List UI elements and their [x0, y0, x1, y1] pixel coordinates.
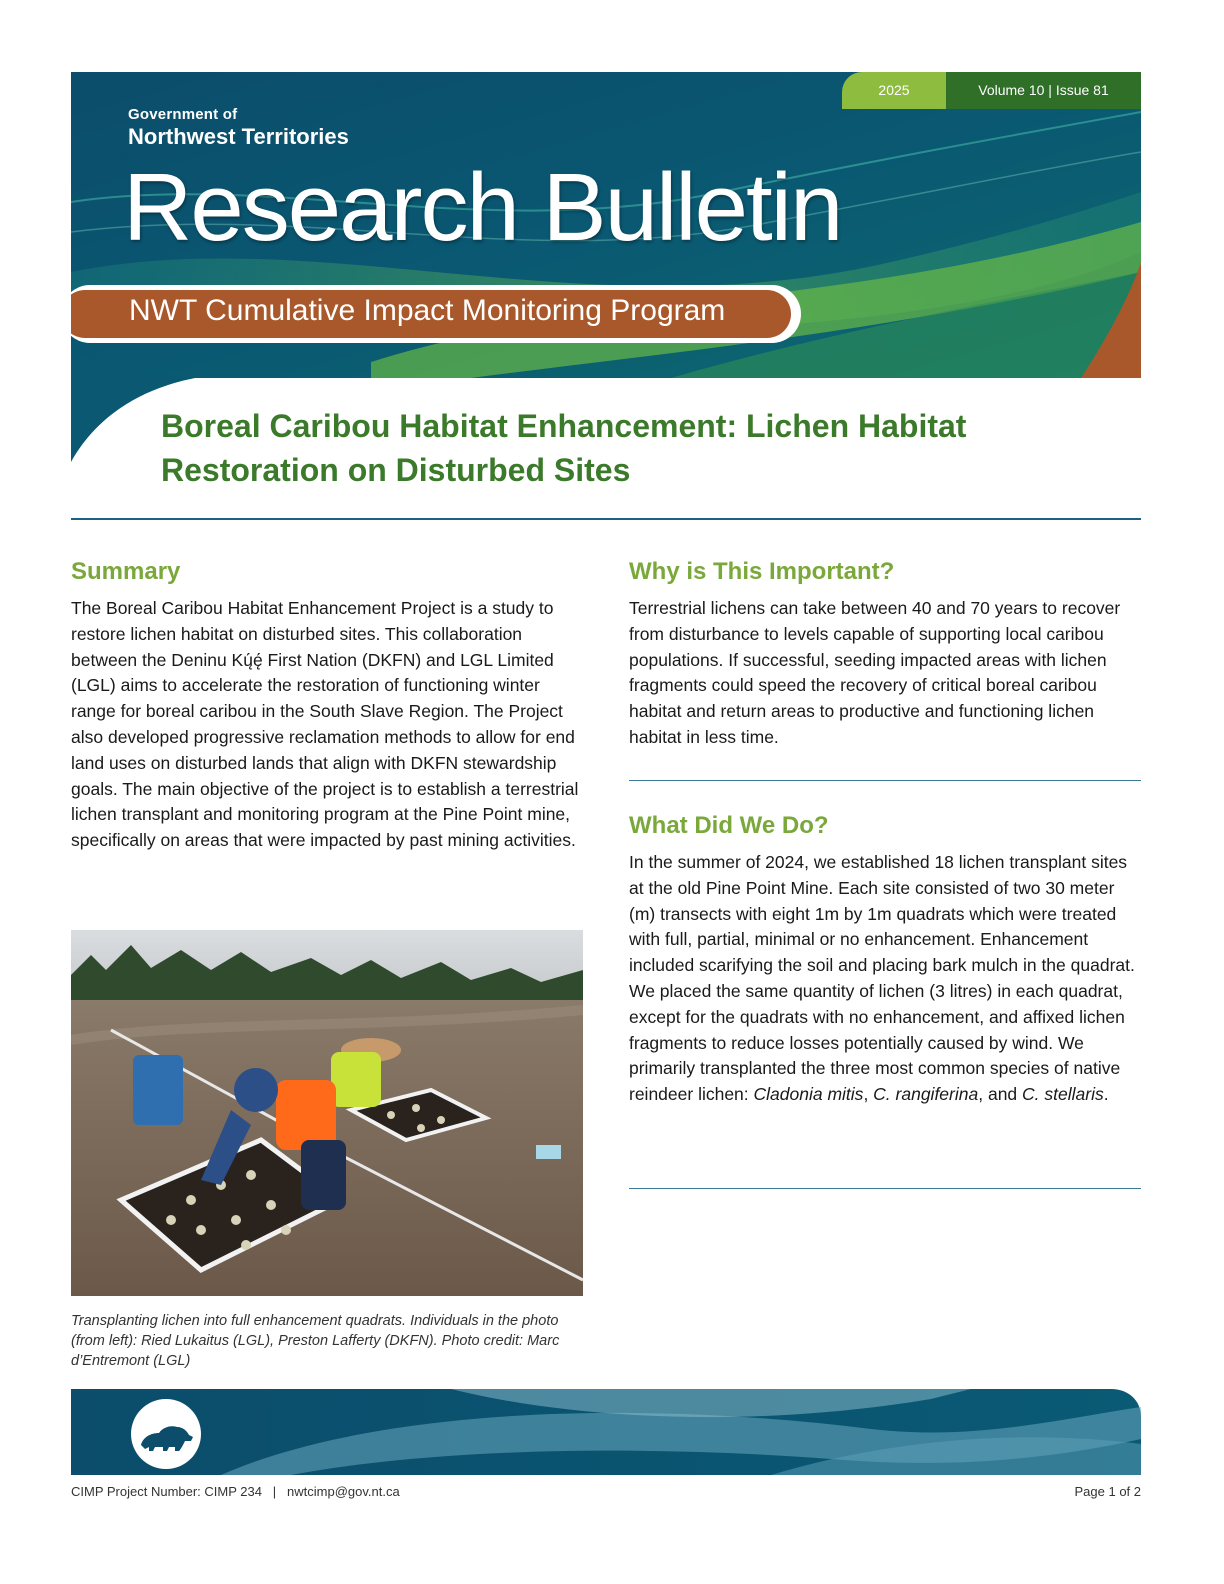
species-separator: ,	[863, 1084, 874, 1105]
project-info: CIMP Project Number: CIMP 234 | nwtcimp@gov.nt.ca	[71, 1484, 400, 1499]
lichen-transplant-photo	[71, 930, 583, 1296]
polar-bear-logo	[129, 1397, 203, 1471]
title-divider	[71, 518, 1141, 520]
species-cladonia-mitis: Cladonia mitis	[753, 1084, 864, 1105]
what-we-did-body: In the summer of 2024, we established 18 lichen transplant sites at the old Pine Point Mine. Each site consisted of two 30 meter (m) transects with eight 1m by 1m quadrats which were treated with full, partial, minimal or no enhancement. Enhancement included scarifying the soil and placing bark mulch in the quadrat. We placed the same quantity of lichen (3 litres) in each quadrat, except for the quadrats with no enhancement, and affixed lichen fragments to reduce losses potentially caused by wind. We primarily transplanted the three most common species of native reindeer lichen:	[629, 852, 1135, 1105]
year-tag: 2025	[842, 72, 946, 109]
article-title	[161, 404, 1061, 492]
species-stellaris: C. stellaris	[1022, 1084, 1104, 1105]
summary-text: The Boreal Caribou Habitat Enhancement Project is a study to restore lichen habitat on disturbed sites. This collaboration between the Deninu Kų́ę́ First Nation (DKFN) and LGL Limited (LGL) aims to accelerate the restoration of functioning winter range for boreal caribou in the South Slave Region. The Project also developed progressive reclamation methods to allow for end land uses on disturbed lands that align with DKFN stewardship goals. The main objective of the project is to establish a terrestrial lichen transplant and monitoring program at the Pine Point mine, specifically on areas that were impacted by past mining activities.	[71, 598, 579, 851]
government-name: Northwest Territories	[128, 124, 349, 149]
what-we-did-text	[629, 850, 1141, 1108]
summary-heading: Summary	[71, 558, 181, 585]
government-label: Government of	[128, 106, 238, 123]
program-subtitle: NWT Cumulative Impact Monitoring Program	[129, 294, 726, 327]
volume-issue-tag: Volume 10 | Issue 81	[946, 72, 1141, 109]
bulletin-title: Research Bulletin	[123, 154, 842, 261]
header-banner	[71, 72, 1141, 378]
species-separator: , and	[978, 1084, 1023, 1105]
why-important-text: Terrestrial lichens can take between 40 and 70 years to recover from disturbance to levels capable of supporting local caribou populations. If successful, seeding impacted areas with lichen fragments could speed the recovery of critical boreal caribou habitat and return areas to productive and functioning lichen habitat in less time.	[629, 598, 1121, 747]
why-important-heading: Why is This Important?	[629, 558, 895, 585]
footer-band	[71, 1389, 1141, 1475]
article-title-line1: Boreal Caribou Habitat Enhancement: Lichen Habitat	[161, 408, 967, 444]
sentence-end: .	[1103, 1084, 1109, 1105]
page-number: Page 1 of 2	[1074, 1484, 1141, 1499]
section-divider-2	[629, 1188, 1141, 1189]
section-divider-1	[629, 780, 1141, 781]
species-rangiferina: C. rangiferina	[873, 1084, 979, 1105]
photo-caption: Transplanting lichen into full enhancement quadrats. Individuals in the photo (from left): Ried Lukaitus (LGL), Preston Lafferty (DKFN). Photo credit: Marc d’Entremont (LGL)	[71, 1313, 560, 1369]
what-we-did-heading: What Did We Do?	[629, 812, 829, 839]
article-title-line2: Restoration on Disturbed Sites	[161, 452, 631, 488]
